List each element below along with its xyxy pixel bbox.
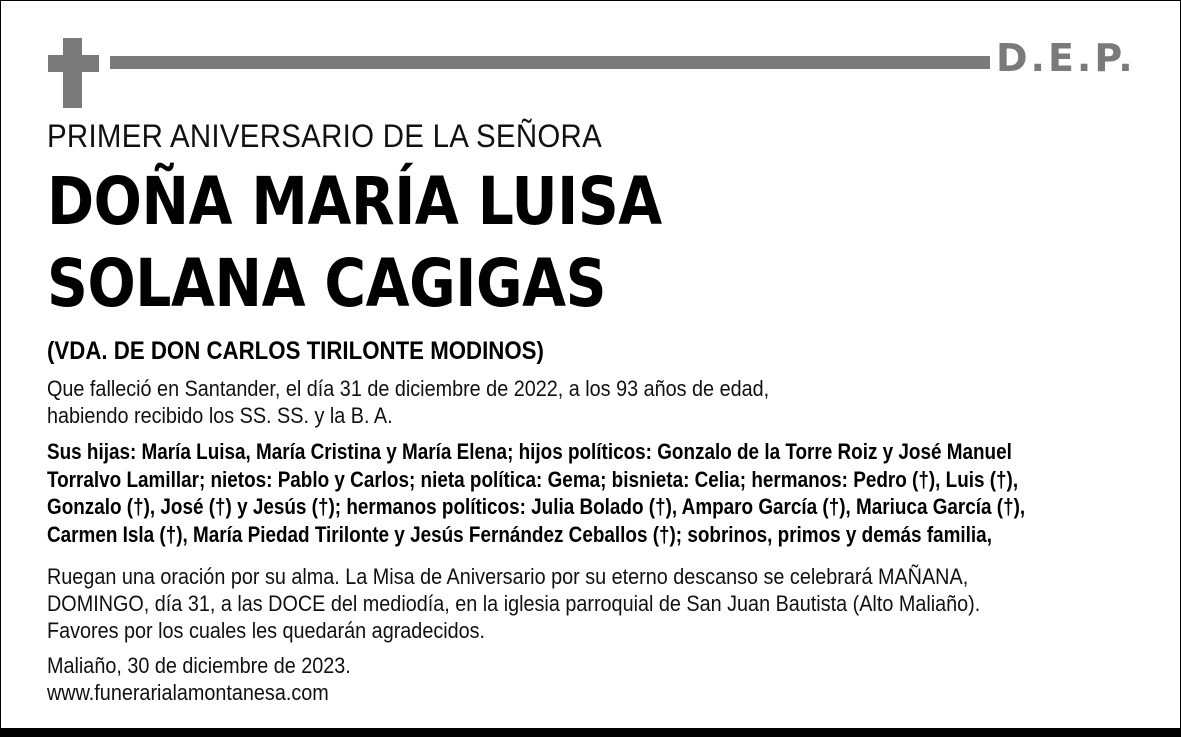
death-notice-line: habiendo recibido los SS. SS. y la B. A.: [47, 403, 393, 428]
mass-request: [47, 563, 980, 644]
deceased-name-line2: SOLANA CAGIGAS: [47, 245, 607, 322]
mass-request-line: Favores por los cuales les quedarán agradecidos.: [47, 618, 486, 643]
mass-request-line: DOMINGO, día 31, a las DOCE del mediodía, en la iglesia parroquial de San Juan Bautista (Alto Maliaño).: [47, 591, 981, 616]
cross-icon: [48, 38, 99, 108]
family-line: Gonzalo (†), José (†) y Jesús (†); hermanos políticos: Julia Bolado (†), Amparo García (†), Mariuca García (†),: [47, 494, 1026, 519]
family-line: Torralvo Lamillar; nietos: Pablo y Carlos; nieta política: Gema; bisnieta: Celia; hermanos: Pedro (†), Luis (†),: [47, 466, 1019, 492]
dep-label: D.E.P.: [996, 36, 1136, 80]
death-notice-line: Que falleció en Santander, el día 31 de diciembre de 2022, a los 93 años de edad,: [47, 376, 770, 401]
widow-of-line: (VDA. DE DON CARLOS TIRILONTE MODINOS): [47, 337, 544, 365]
anniversary-subtitle: PRIMER ANIVERSARIO DE LA SEÑORA: [47, 118, 602, 154]
website-link[interactable]: www.funerarialamontanesa.com: [47, 680, 329, 705]
family-line: Carmen Isla (†), María Piedad Tirilonte y Jesús Fernández Ceballos (†); sobrinos, primos y demás familia,: [47, 521, 992, 547]
mass-request-line: Ruegan una oración por su alma. La Misa de Aniversario por su eterno descanso se celebrará MAÑANA,: [47, 564, 969, 589]
family-line: Sus hijas: María Luisa, María Cristina y María Elena; hijos políticos: Gonzalo de la Torre Roiz y José Manuel: [47, 439, 1012, 464]
bottom-border: [0, 728, 1181, 737]
place-date: Maliaño, 30 de diciembre de 2023.: [47, 653, 351, 678]
deceased-name-line1: DOÑA MARÍA LUISA: [47, 163, 662, 240]
death-notice: [47, 375, 769, 429]
family-list: [47, 438, 1025, 548]
header-rule: [110, 56, 990, 69]
footer: [47, 652, 351, 706]
